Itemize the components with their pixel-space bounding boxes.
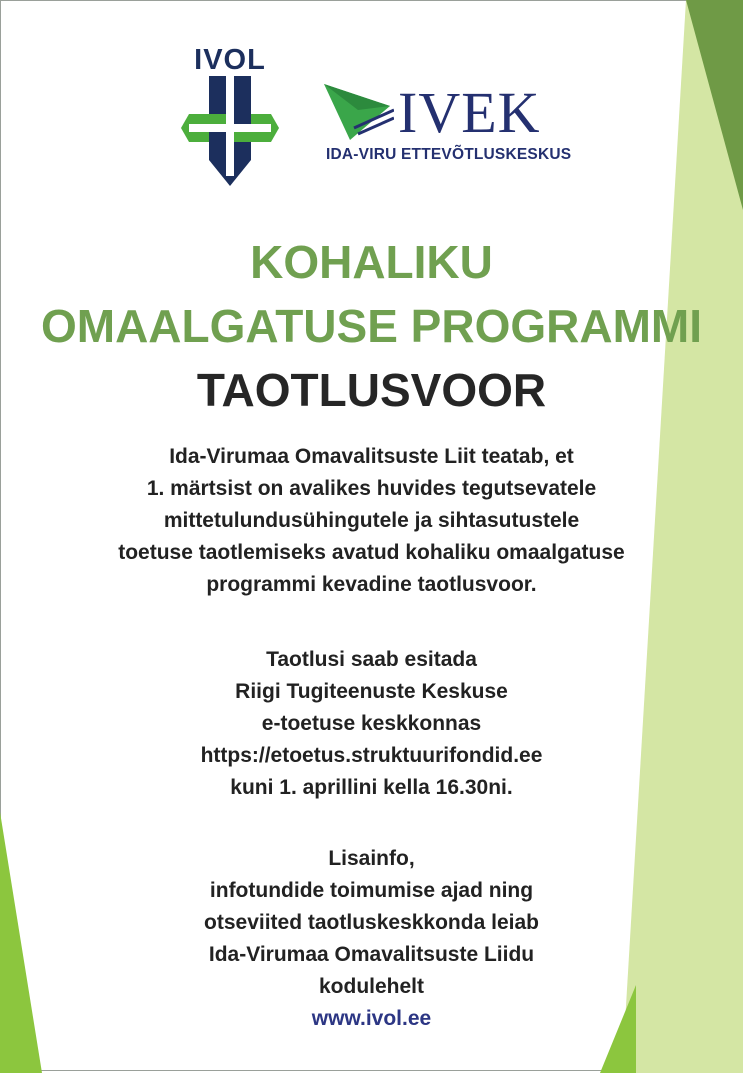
ivol-cross-icon xyxy=(165,76,295,186)
info-paragraph xyxy=(30,843,713,1035)
intro-paragraph xyxy=(30,441,713,601)
info-line: Ida-Virumaa Omavalitsuste Liidu xyxy=(208,943,535,966)
info-line: kodulehelt xyxy=(318,975,424,998)
apply-line: kuni 1. aprillini kella 16.30ni. xyxy=(230,776,513,799)
ivol-logo xyxy=(165,44,295,186)
apply-line: e-toetuse keskkonnas xyxy=(261,712,482,735)
apply-paragraph xyxy=(30,644,713,804)
intro-line: 1. märtsist on avalikes huvides tegutsevatele xyxy=(146,477,597,500)
apply-line: Taotlusi saab esitada xyxy=(266,648,477,671)
ivek-wing-icon xyxy=(324,80,394,142)
intro-line: programmi kevadine taotlusvoor. xyxy=(206,573,537,596)
intro-line: toetuse taotlemiseks avatud kohaliku omaalgatuse xyxy=(118,541,625,564)
intro-line: mittetulundusühingutele ja sihtasutustele xyxy=(163,509,580,532)
ivek-logo xyxy=(324,80,574,170)
title-line-3: TAOTLUSVOOR xyxy=(196,364,547,416)
info-line: Lisainfo, xyxy=(328,847,415,870)
apply-url: https://etoetus.struktuurifondid.ee xyxy=(200,744,543,767)
ivek-logo-subtitle: IDA-VIRU ETTEVÕTLUSKESKUS xyxy=(326,146,572,163)
info-line: otseviited taotluskeskkonda leiab xyxy=(204,911,539,934)
title-line-1: KOHALIKU xyxy=(250,236,493,288)
apply-line: Riigi Tugiteenuste Keskuse xyxy=(235,680,508,703)
info-line: infotundide toimumise ajad ning xyxy=(209,879,534,902)
ivek-logo-text: IVEK xyxy=(398,80,541,145)
title-line-2: OMAALGATUSE PROGRAMMI xyxy=(40,300,702,352)
ivol-logo-text: IVOL xyxy=(194,44,266,76)
intro-line: Ida-Virumaa Omavalitsuste Liit teatab, et xyxy=(169,445,574,468)
website-link: www.ivol.ee xyxy=(311,1007,432,1030)
